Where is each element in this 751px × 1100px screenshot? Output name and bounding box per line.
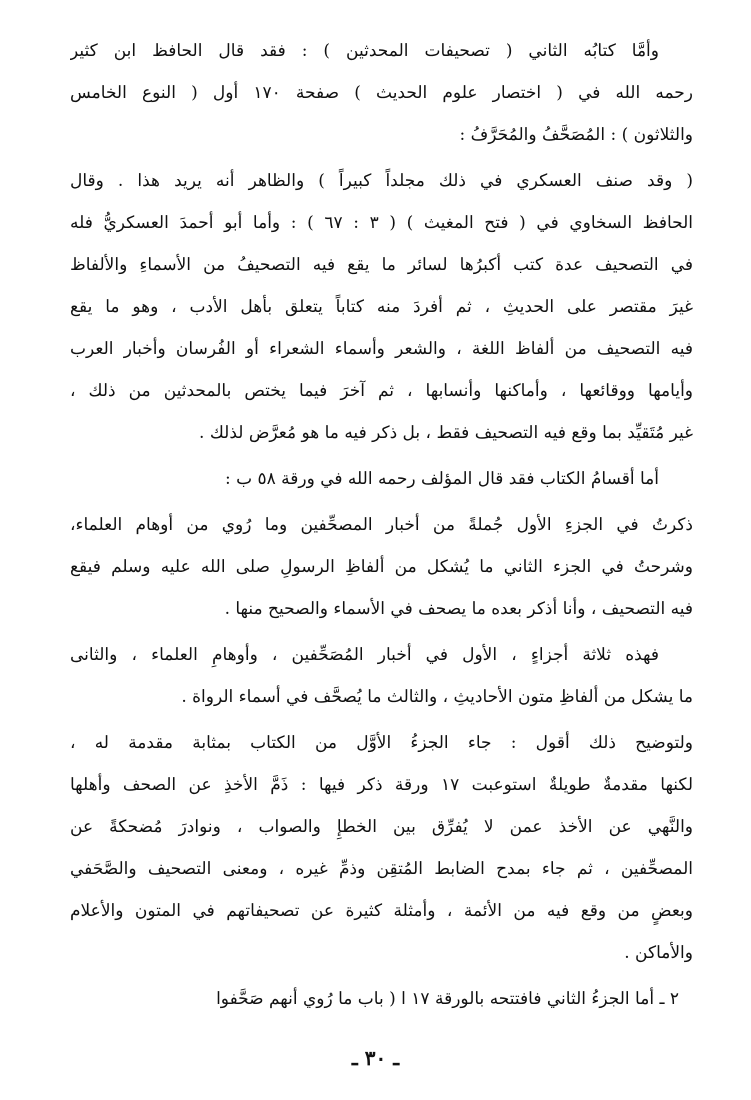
text-line: رحمه الله في ( اختصار علوم الحديث ) صفحة ١٧٠ أول ( النوع الخامس xyxy=(70,83,693,103)
text-line: ( وقد صنف العسكري في ذلك مجلداً كبيراً ) والظاهر أنه يريد هذا . وقال xyxy=(70,171,693,191)
text-line: ما يشكل من ألفاظِ متون الأحاديثِ ، والثالث ما يُصحَّف في أسماء الرواة . xyxy=(181,687,693,707)
text-line: والثلاثون ) : المُصَحَّفُ والمُحَرَّفُ : xyxy=(459,125,693,145)
text-line: والنَّهي عن الأخذ عمن لا يُفرِّق بين الخطإِ والصواب ، ونوادرَ مُضحكةً عن xyxy=(70,817,693,837)
paragraph-2 xyxy=(70,160,693,454)
text-line: وأيامها ووقائعها ، وأماكنها وأنسابها ، ثم آخرَ فيما يختص بالمحدثين من ذلك ، xyxy=(70,381,693,401)
text-line: وشرحتُ في الجزء الثاني ما يُشكل من ألفاظِ الرسولِ صلى الله عليه وسلم فيقع xyxy=(70,557,693,577)
text-line: فيه التصحيف ، وأنا أذكر بعده ما يصحف في الأسماء والصحيح منها . xyxy=(224,599,693,619)
paragraph-4 xyxy=(70,504,693,630)
text-line: وبعضٍ من وقع فيه من الأئمة ، وأمثلة كثيرة عن تصحيفاتهم في المتون والأعلام xyxy=(70,901,693,921)
text-line: في التصحيف عدة كتب أكبرُها لسائر ما يقع فيه التصحيفُ من الأسماءِ والألفاظ xyxy=(70,255,693,275)
body-text xyxy=(70,30,693,1020)
paragraph-3 xyxy=(70,458,693,500)
paragraph-6 xyxy=(70,722,693,974)
text-line: فيه التصحيف من ألفاظ اللغة ، والشعر وأسماء الشعراء أو الفُرسان وأخبار العرب xyxy=(70,339,693,359)
text-line: المصحِّفين ، ثم جاء بمدح الضابط المُتقِن وذمِّ غيره ، ومعنى التصحيف والصَّحَفي xyxy=(70,859,693,879)
page-number: ـ ٣٠ ـ xyxy=(351,1046,400,1070)
text-line: ذكرتُ في الجزءِ الأول جُملةً من أخبار المصحِّفين وما رُوي من أوهام العلماء، xyxy=(70,515,693,535)
paragraph-1 xyxy=(70,30,693,156)
text-line: الحافظ السخاوي في ( فتح المغيث ) ( ٣ : ٦٧ ) : وأما أبو أحمدَ العسكريُّ فله xyxy=(70,213,693,233)
text-line: أما أقسامُ الكتاب فقد قال المؤلف رحمه الله في ورقة ٥٨ ب : xyxy=(224,469,659,489)
text-line: غيرَ مقتصر على الحديثِ ، ثم أفردَ منه كتاباً يتعلق بأهل الأدب ، وهو ما يقع xyxy=(70,297,693,317)
text-line: ولتوضيح ذلك أقول : جاء الجزءُ الأوَّل من الكتاب بمثابة مقدمة له ، xyxy=(70,733,693,753)
text-line: لكنها مقدمةٌ طويلةٌ استوعبت ١٧ ورقة ذكر فيها : ذَمَّ الأخذِ عن الصحف وأهلها xyxy=(70,775,693,795)
paragraph-7 xyxy=(70,978,693,1020)
text-line: غير مُتَقيِّد بما وقع فيه التصحيف فقط ، بل ذكر فيه ما هو مُعرَّض لذلك . xyxy=(199,423,693,443)
paragraph-5 xyxy=(70,634,693,718)
text-line: والأماكن . xyxy=(624,943,693,963)
text-line: وأمَّا كتابُه الثاني ( تصحيفات المحدثين ) : فقد قال الحافظ ابن كثير xyxy=(70,41,659,61)
text-line: ٢ ـ أما الجزءُ الثاني فافتتحه بالورقة ١٧ ا ( باب ما رُوي أنهم صَحَّفوا xyxy=(216,989,679,1009)
text-line: فهذه ثلاثة أجزاءٍ ، الأول في أخبار المُصَحِّفين ، وأوهامِ العلماء ، والثانى xyxy=(70,645,659,665)
